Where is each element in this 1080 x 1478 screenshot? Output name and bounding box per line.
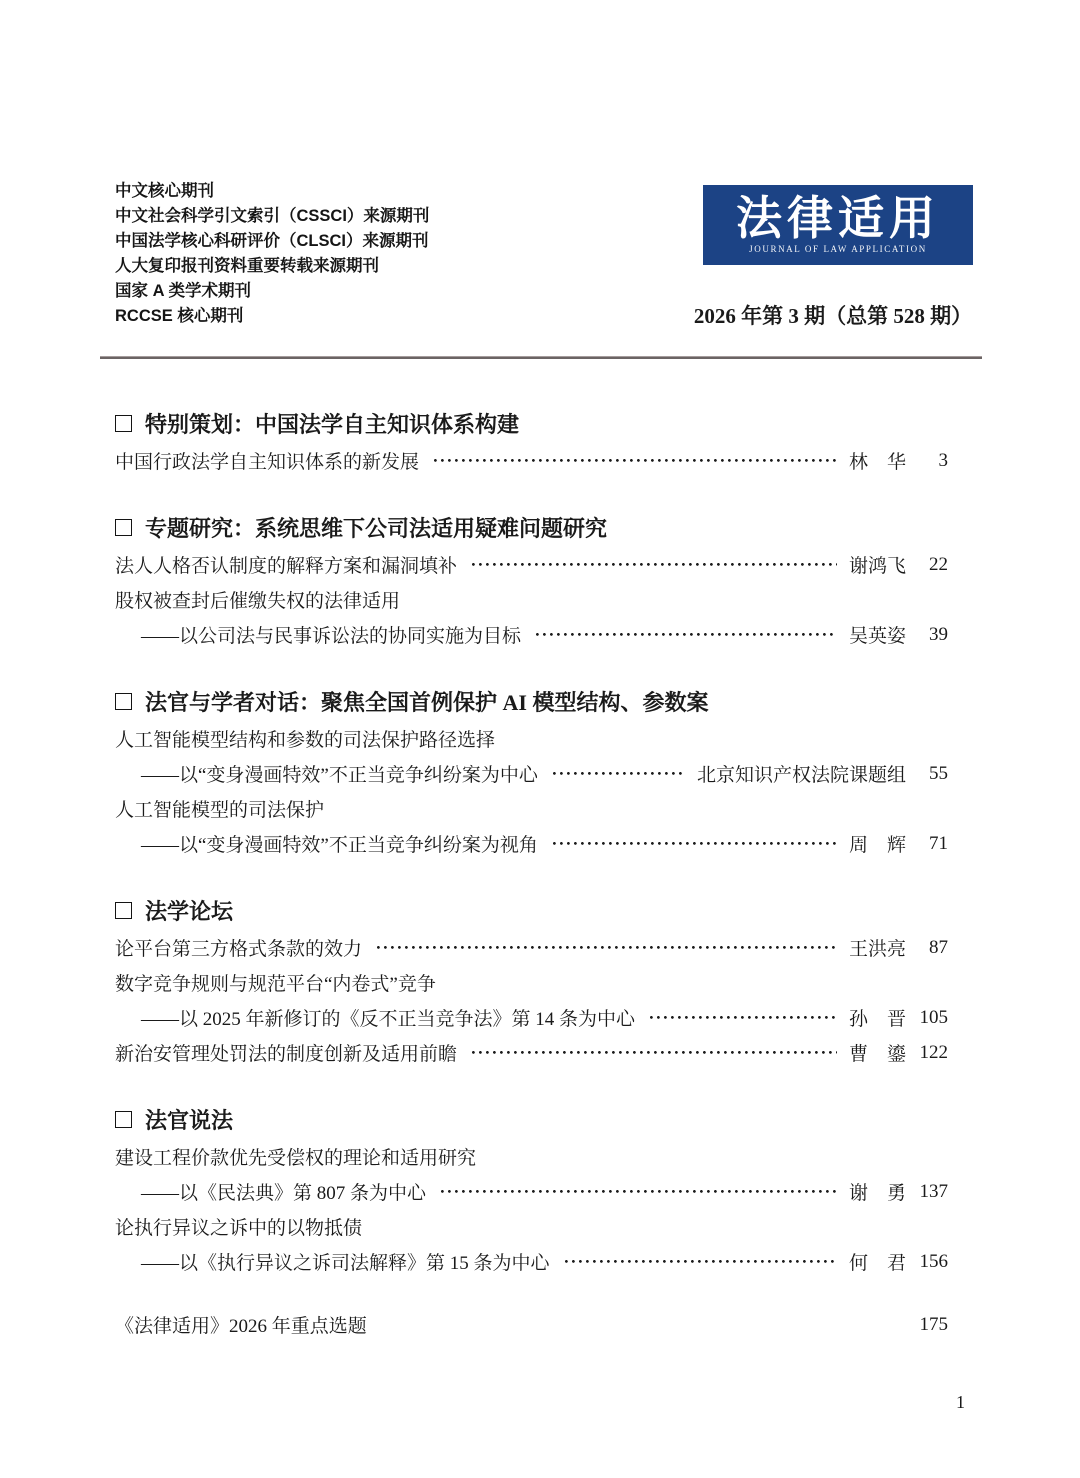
article-author: 谢鸿飞: [848, 556, 906, 577]
article-page: 105: [919, 1006, 948, 1028]
footer-entry-title: 《法律适用》2026 年重点选题: [115, 1316, 367, 1337]
issue-info: 2026 年第 3 期（总第 528 期）: [693, 304, 973, 328]
dot-leader: [471, 562, 837, 567]
dot-leader: [649, 1015, 837, 1020]
toc-entry: [115, 443, 948, 478]
article-title: 中国行政法学自主知识体系的新发展: [115, 452, 420, 473]
toc-section-header: [115, 893, 948, 928]
article-page: 87: [929, 936, 948, 958]
section-title: 法官与学者对话：聚焦全国首例保护 AI 模型结构、参数案: [145, 690, 709, 715]
dot-leader: [471, 1050, 837, 1055]
article-author: 曹 鎏: [848, 1044, 906, 1065]
section-title: 法官说法: [145, 1108, 234, 1133]
header-divider: [100, 356, 982, 359]
toc-entry: [115, 547, 948, 582]
article-page: 55: [929, 762, 948, 784]
certification-list: [115, 179, 429, 329]
article-page: 71: [929, 832, 948, 854]
certification-item: 人大复印报刊资料重要转载来源期刊: [115, 257, 379, 275]
square-bullet-icon: [115, 693, 132, 710]
toc-entry-subtitle-line: [115, 1000, 948, 1035]
article-title: 建设工程价款优先受偿权的理论和适用研究: [115, 1148, 477, 1169]
toc-footer-entry: [115, 1307, 948, 1342]
journal-title: 法律适用: [736, 193, 940, 244]
square-bullet-icon: [115, 1111, 132, 1128]
toc-entry-subtitle-line: [115, 826, 948, 861]
certification-item: 国家 A 类学术期刊: [115, 282, 251, 300]
toc-entry-title-line: [115, 965, 948, 1000]
toc-entry-title-line: [115, 1209, 948, 1244]
article-page: 137: [919, 1180, 948, 1202]
toc-entry: [115, 1035, 948, 1070]
toc-section-header: [115, 1102, 948, 1137]
article-subtitle: ——以公司法与民事诉讼法的协同实施为目标: [141, 626, 522, 647]
certification-item: 中文核心期刊: [115, 182, 214, 200]
journal-subtitle: JOURNAL OF LAW APPLICATION: [749, 244, 927, 254]
article-title: 论平台第三方格式条款的效力: [115, 939, 363, 960]
toc-entry-subtitle-line: [115, 1244, 948, 1279]
article-title: 论执行异议之诉中的以物抵债: [115, 1218, 363, 1239]
toc-section-header: [115, 406, 948, 441]
page-number: 1: [956, 1392, 965, 1412]
toc-section-header: [115, 510, 948, 545]
article-author: 吴英姿: [848, 626, 906, 647]
toc-entry-title-line: [115, 721, 948, 756]
article-title: 人工智能模型的司法保护: [115, 800, 325, 821]
dot-leader: [564, 1259, 837, 1264]
toc-section-header: [115, 684, 948, 719]
toc-entry-title-line: [115, 791, 948, 826]
toc-entry-title-line: [115, 582, 948, 617]
section-title: 特别策划：中国法学自主知识体系构建: [145, 412, 520, 437]
article-author: 林 华: [848, 452, 906, 473]
dot-leader: [535, 632, 837, 637]
certification-item: RCCSE 核心期刊: [115, 307, 244, 325]
article-subtitle: ——以《民法典》第 807 条为中心: [141, 1183, 427, 1204]
article-author: 何 君: [848, 1253, 906, 1274]
table-of-contents: [115, 406, 948, 1342]
article-author: 周 辉: [848, 835, 906, 856]
square-bullet-icon: [115, 415, 132, 432]
dot-leader: [552, 771, 685, 776]
toc-entry-subtitle-line: [115, 617, 948, 652]
article-subtitle: ——以“变身漫画特效”不正当竞争纠纷案为视角: [141, 835, 538, 856]
dot-leader: [376, 945, 837, 950]
article-page: 3: [938, 449, 948, 471]
article-page: 156: [919, 1250, 948, 1272]
article-page: 39: [929, 623, 948, 645]
article-author: 孙 晋: [848, 1009, 906, 1030]
toc-entry-title-line: [115, 1139, 948, 1174]
toc-entry: [115, 930, 948, 965]
article-page: 122: [919, 1041, 948, 1063]
journal-logo: [703, 185, 973, 265]
toc-entry-subtitle-line: [115, 756, 948, 791]
dot-leader: [433, 458, 837, 463]
article-author: 王洪亮: [848, 939, 906, 960]
dot-leader: [440, 1189, 837, 1194]
article-author: 北京知识产权法院课题组: [696, 765, 906, 786]
article-title: 法人人格否认制度的解释方案和漏洞填补: [115, 556, 458, 577]
certification-item: 中文社会科学引文索引（CSSCI）来源期刊: [115, 207, 430, 225]
article-title: 新治安管理处罚法的制度创新及适用前瞻: [115, 1044, 458, 1065]
square-bullet-icon: [115, 519, 132, 536]
article-subtitle: ——以“变身漫画特效”不正当竞争纠纷案为中心: [141, 765, 538, 786]
article-subtitle: ——以《执行异议之诉司法解释》第 15 条为中心: [141, 1253, 550, 1274]
article-author: 谢 勇: [848, 1183, 906, 1204]
article-title: 人工智能模型结构和参数的司法保护路径选择: [115, 730, 496, 751]
square-bullet-icon: [115, 902, 132, 919]
section-title: 专题研究：系统思维下公司法适用疑难问题研究: [145, 516, 608, 541]
article-page: 22: [929, 553, 948, 575]
article-title: 数字竞争规则与规范平台“内卷式”竞争: [115, 974, 436, 995]
dot-leader: [552, 841, 837, 846]
article-title: 股权被查封后催缴失权的法律适用: [115, 591, 401, 612]
section-title: 法学论坛: [145, 899, 234, 924]
article-subtitle: ——以 2025 年新修订的《反不正当竞争法》第 14 条为中心: [141, 1009, 636, 1030]
footer-entry-page: 175: [919, 1313, 948, 1335]
certification-item: 中国法学核心科研评价（CLSCI）来源期刊: [115, 232, 429, 250]
toc-entry-subtitle-line: [115, 1174, 948, 1209]
